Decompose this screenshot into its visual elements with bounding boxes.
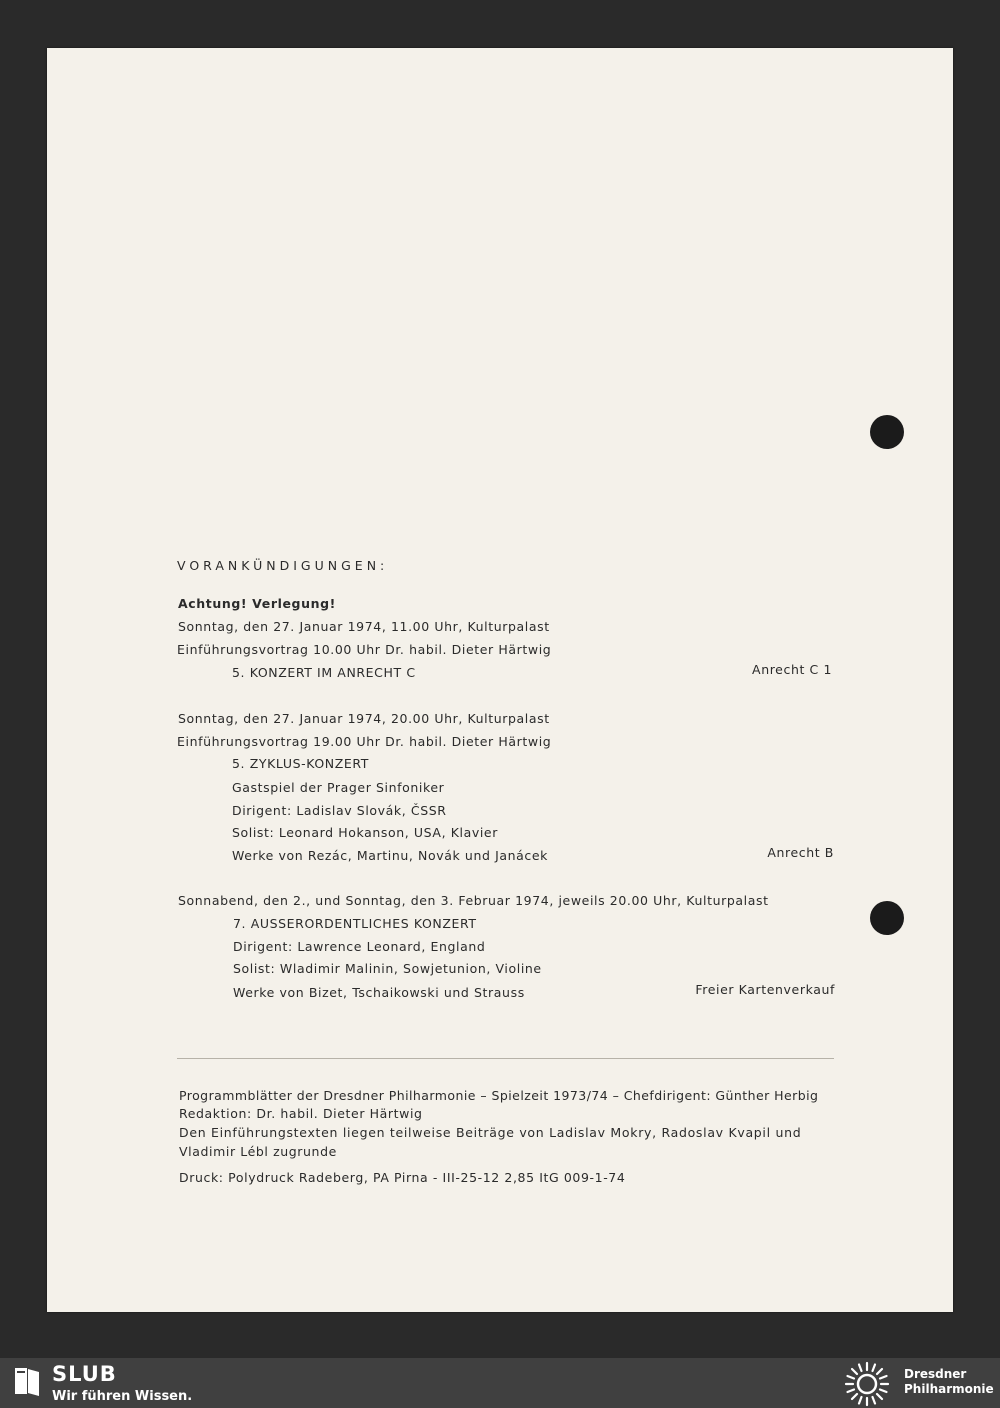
partner-name-line1: Dresdner — [904, 1367, 967, 1381]
colophon-sources-line1: Den Einführungstexten liegen teilweise Beiträge von Ladislav Mokry, Radoslav Kvapil und — [179, 1125, 802, 1140]
event-2-intro: Einführungsvortrag 19.00 Uhr Dr. habil. Dieter Härtwig — [177, 734, 552, 749]
slub-tagline: Wir führen Wissen. — [52, 1389, 193, 1404]
colophon-printer: Druck: Polydruck Radeberg, PA Pirna - III-25-12 2,85 ItG 009-1-74 — [179, 1170, 626, 1185]
event-2-conductor: Dirigent: Ladislav Slovák, ČSSR — [232, 803, 447, 818]
colophon-publication: Programmblätter der Dresdner Philharmonie – Spielzeit 1973/74 – Chefdirigent: Günther Herbig — [179, 1088, 819, 1103]
document-page — [47, 48, 953, 1312]
event-3-soloist: Solist: Wladimir Malinin, Sowjetunion, Violine — [233, 961, 542, 976]
event-1-date: Sonntag, den 27. Januar 1974, 11.00 Uhr, Kulturpalast — [178, 619, 550, 634]
footer-bar — [0, 1358, 1000, 1408]
event-1-subscription: Anrecht C 1 — [752, 662, 832, 677]
event-2-date: Sonntag, den 27. Januar 1974, 20.00 Uhr, Kulturpalast — [178, 711, 550, 726]
event-3-ticketing: Freier Kartenverkauf — [695, 982, 835, 997]
announcements-heading: VORANKÜNDIGUNGEN: — [177, 558, 389, 573]
event-2-soloist: Solist: Leonard Hokanson, USA, Klavier — [232, 825, 498, 840]
event-3-conductor: Dirigent: Lawrence Leonard, England — [233, 939, 486, 954]
event-3-title: 7. AUSSERORDENTLICHES KONZERT — [233, 916, 477, 931]
slub-wordmark: SLUB — [52, 1362, 117, 1386]
event-2-guest: Gastspiel der Prager Sinfoniker — [232, 780, 445, 795]
event-1-title: 5. KONZERT IM ANRECHT C — [232, 665, 416, 680]
dresdner-philharmonie-logo-icon — [843, 1360, 891, 1408]
partner-name-line2: Philharmonie — [904, 1382, 994, 1396]
colophon-editor: Redaktion: Dr. habil. Dieter Härtwig — [179, 1106, 423, 1121]
event-2-subscription: Anrecht B — [767, 845, 834, 860]
event-3-works: Werke von Bizet, Tschaikowski und Strauss — [233, 985, 525, 1000]
event-1-intro: Einführungsvortrag 10.00 Uhr Dr. habil. Dieter Härtwig — [177, 642, 552, 657]
divider-line — [177, 1058, 834, 1059]
relocation-notice: Achtung! Verlegung! — [178, 596, 336, 611]
event-3-date: Sonnabend, den 2., und Sonntag, den 3. Februar 1974, jeweils 20.00 Uhr, Kulturpalast — [178, 893, 769, 908]
punch-hole-lower — [870, 901, 904, 935]
slub-book-icon — [12, 1366, 42, 1398]
colophon-sources-line2: Vladimir Lébl zugrunde — [179, 1144, 337, 1159]
event-2-works: Werke von Rezác, Martinu, Novák und Janácek — [232, 848, 549, 863]
punch-hole-upper — [870, 415, 904, 449]
event-2-title: 5. ZYKLUS-KONZERT — [232, 756, 370, 771]
